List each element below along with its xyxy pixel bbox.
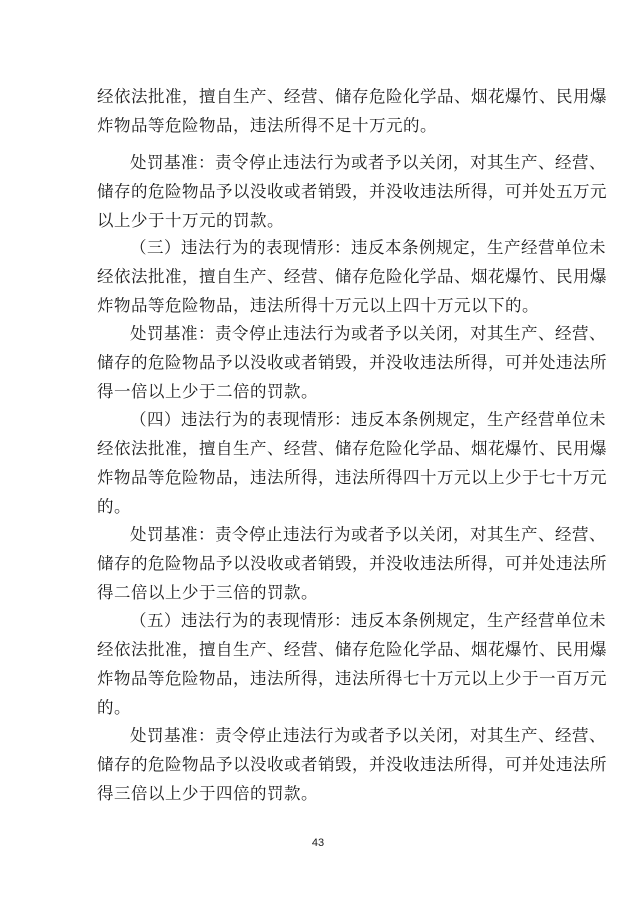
page-number: 43 <box>311 837 325 849</box>
text-line: 得三倍以上少于四倍的罚款。 <box>97 784 318 803</box>
text-line: 的。 <box>97 497 131 516</box>
text-line: 储存的危险物品予以没收或者销毁，并没收违法所得，可并处违法所 <box>97 554 607 573</box>
text-line: 炸物品等危险物品，违法所得不足十万元的。 <box>97 116 437 135</box>
text-line: 的。 <box>97 698 131 717</box>
text-line: （四）违法行为的表现情形：违反本条例规定，生产经营单位未 <box>130 410 606 429</box>
text-line: 储存的危险物品予以没收或者销毁，并没收违法所得，可并处违法所 <box>97 755 607 774</box>
text-line: 经依法批准，擅自生产、经营、储存危险化学品、烟花爆竹、民用爆 <box>97 267 607 286</box>
text-line: 得一倍以上少于二倍的罚款。 <box>97 382 318 401</box>
text-line: 经依法批准，擅自生产、经营、储存危险化学品、烟花爆竹、民用爆 <box>97 87 607 106</box>
text-line: 炸物品等危险物品，违法所得十万元以上四十万元以下的。 <box>97 296 539 315</box>
text-line: 储存的危险物品予以没收或者销毁，并没收违法所得，可并处五万元 <box>97 182 607 201</box>
text-line: （三）违法行为的表现情形：违反本条例规定，生产经营单位未 <box>130 238 606 257</box>
text-line: 经依法批准，擅自生产、经营、储存危险化学品、烟花爆竹、民用爆 <box>97 640 607 659</box>
text-line: 储存的危险物品予以没收或者销毁，并没收违法所得，可并处违法所 <box>97 353 607 372</box>
text-line: （五）违法行为的表现情形：违反本条例规定，生产经营单位未 <box>130 611 606 630</box>
text-line: 处罚基准：责令停止违法行为或者予以关闭，对其生产、经营、 <box>130 525 606 544</box>
text-line: 得二倍以上少于三倍的罚款。 <box>97 583 318 602</box>
text-line: 炸物品等危险物品，违法所得，违法所得七十万元以上少于一百万元 <box>97 669 607 688</box>
text-line: 以上少于十万元的罚款。 <box>97 211 284 230</box>
text-line: 处罚基准：责令停止违法行为或者予以关闭，对其生产、经营、 <box>130 153 606 172</box>
text-line: 经依法批准，擅自生产、经营、储存危险化学品、烟花爆竹、民用爆 <box>97 439 607 458</box>
text-line: 处罚基准：责令停止违法行为或者予以关闭，对其生产、经营、 <box>130 726 606 745</box>
text-line: 炸物品等危险物品，违法所得，违法所得四十万元以上少于七十万元 <box>97 468 607 487</box>
text-line: 处罚基准：责令停止违法行为或者予以关闭，对其生产、经营、 <box>130 324 606 343</box>
